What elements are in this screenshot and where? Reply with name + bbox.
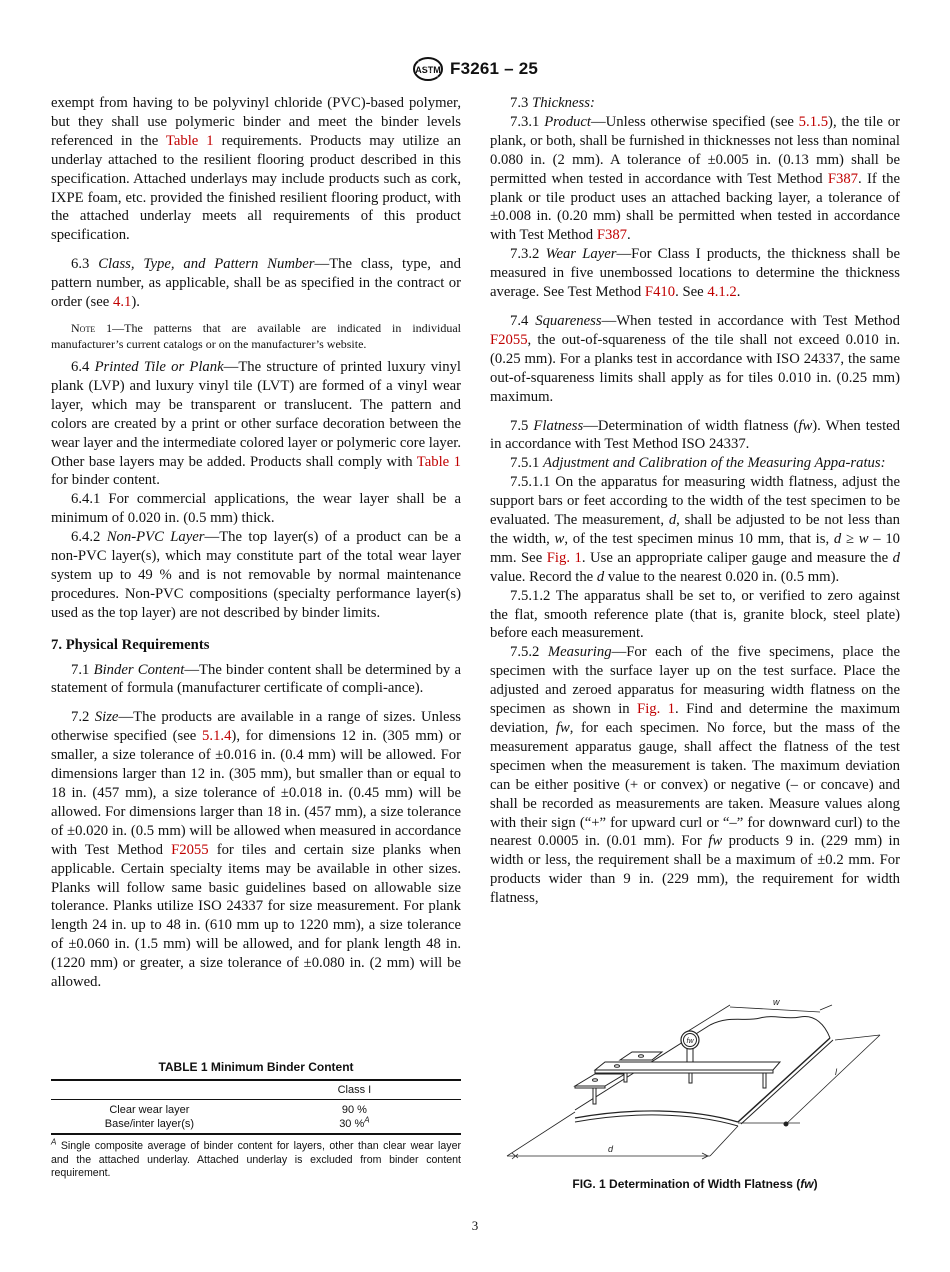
paragraph-7-4: 7.4 Squareness—When tested in accordance with Test Method F2055, the out-of-squareness of the tile shall not exceed 0.010 in. (0.25 mm). For a planks test in accordance with ISO 24337, the same out-of-squareness limits shall apply as for tiles 0.010 in. (0.25 mm) maximum. (490, 312, 900, 405)
paragraph-6-3: 6.3 Class, Type, and Pattern Number—The class, type, and pattern number, as applicable, shall be as specified in the contract or order (see 4.1). (51, 256, 461, 311)
svg-text:l: l (835, 1067, 837, 1077)
table-row (51, 1100, 461, 1118)
link-f2055[interactable]: F2055 (490, 331, 528, 348)
left-column (51, 94, 461, 992)
paragraph-7-3-1: 7.3.1 Product—Unless otherwise specified (see 5.1.5), the tile or plank, or both, shall be furnished in thicknesses not less than nominal 0.080 in. (2 mm). A tolerance of ±0.005 in. (0.13 mm) shall be permitted when tested in accordance with Test Method F387. If the plank or tile product uses an attached backing layer, a tolerance of ±0.008 in. (0.20 mm) shall be permitted when tested in accordance with Test Method F387. (490, 113, 900, 244)
section-heading-7: 7. Physical Requirements (51, 636, 210, 653)
link-fig-1[interactable]: Fig. 1 (546, 549, 582, 566)
table-cell-label: Clear wear layer (109, 1104, 190, 1116)
right-column (490, 94, 900, 908)
document-designation: F3261 – 25 (449, 59, 538, 78)
svg-text:d: d (608, 1144, 614, 1154)
link-f410[interactable]: F410 (644, 284, 676, 301)
paragraph-6-4: 6.4 Printed Tile or Plank—The structure of printed luxury vinyl plank (LVP) and luxury vinyl tile (LVT) are formed of a vinyl wear layer, which may be transparent or translucent. The pattern and colors are created by a print or other surface decoration between the wear layer and the intermediate colored layer or polymeric core layer. Other base layers may be added. Products shall comply with Table 1 for binder content. (51, 358, 461, 489)
link-f387[interactable]: F387 (596, 227, 628, 244)
link-f387[interactable]: F387 (827, 170, 859, 187)
paragraph-7-5-2: 7.5.2 Measuring—For each of the five specimens, place the specimen with the surface layer up on the test surface. Place the adjusted and zeroed apparatus for measuring width flatness on the specimen as shown in Fig. 1. Find and determine the maximum deviation, fw, for each specimen. No force, but the mass of the measurement apparatus gauge, shall affect the flatness of the test specimen when the measurement is taken. The maximum deviation can be either positive (+ or convex) or negative (– or concave) and shall be recorded as measurements are taken. Measure values along with their sign (“+” for upward curl or “–” for downward curl) to the nearest 0.0005 in. (0.01 mm). For fw products 9 in. (229 mm) in width or less, the requirement shall be a maximum of ±0.2 mm. For products wider than 9 in. (229 mm), the requirement for width flatness, (490, 644, 901, 907)
link-table-1[interactable]: Table 1 (165, 132, 214, 149)
paragraph-6-4-1: 6.4.1 For commercial applications, the wear layer shall be a minimum of 0.020 in. (0.5 mm) thick. (51, 491, 461, 527)
page-number: 3 (471, 1218, 479, 1233)
paragraph-6-2-continued: exempt from having to be polyvinyl chloride (PVC)-based polymer, but they shall use polymeric binder and meet the binder levels referenced in the Table 1 requirements. Products may utilize an underlay attached to the resilient flooring product described in this specification. Attached underlays may include products such as cork, IXPE foam, etc. provided the finished resilient flooring product, with the attached underlay meets all requirements of this product specification. (51, 95, 461, 244)
table-title: TABLE 1 Minimum Binder Content (158, 1060, 354, 1074)
paragraph-6-4-2: 6.4.2 Non-PVC Layer—The top layer(s) of a product can be a non-PVC layer(s), which may constitute part of the total wear layer system up to 49 % and is not removable by normal maintenance procedures. Non-PVC compositions (specialty performance layer(s) used as the top layer) are not described by binder limits. (51, 529, 462, 621)
page-header (0, 56, 950, 82)
figure-1-width-flatness-apparatus (480, 990, 920, 1190)
table-header-cell (51, 1080, 248, 1100)
svg-text:ASTM: ASTM (415, 65, 441, 75)
table-cell-value: 90 % (341, 1104, 367, 1116)
paragraph-7-3-2: 7.3.2 Wear Layer—For Class I products, the thickness shall be measured in five unembossed locations to determine the thickness average. See Test Method F410. See 4.1.2. (490, 246, 901, 301)
svg-text:w: w (773, 997, 780, 1007)
astm-logo-icon (412, 56, 444, 82)
link-fig-1[interactable]: Fig. 1 (637, 701, 676, 718)
paragraph-7-1: 7.1 Binder Content—The binder content shall be determined by a statement of formula (manufacturer certificate of compli-ance). (51, 661, 462, 697)
paragraph-7-5: 7.5 Flatness—Determination of width flatness (fw). When tested in accordance with Test Method ISO 24337. (490, 417, 901, 453)
link-section-4-1-2[interactable]: 4.1.2 (707, 284, 737, 301)
paragraph-7-5-1: 7.5.1 Adjustment and Calibration of the Measuring Appa-ratus: (510, 455, 886, 472)
binder-content-table (51, 1079, 461, 1135)
link-section-5-1-4[interactable]: 5.1.4 (202, 728, 232, 745)
svg-text:fw: fw (686, 1038, 694, 1045)
table-header-row (51, 1080, 461, 1100)
table-1 (51, 1060, 461, 1181)
table-cell-value: 30 %$^A$ (339, 1115, 370, 1130)
paragraph-7-2: 7.2 Size—The products are available in a range of sizes. Unless otherwise specified (see 5.1.4), for dimensions 12 in. (305 mm) or smaller, a size tolerance of ±0.016 in. (0.4 mm) will be allowed. For dimensions larger than 12 in. (305 mm), but smaller than or equal to 18 in. (457 mm), a size tolerance of ±0.018 in. (0.45 mm) will be allowed. For dimensions larger than 18 in. (457 mm), a size tolerance of ±0.020 in. (0.5 mm) will be allowed when measured in accordance with Test Method F2055 for tiles and certain size planks when applicable. Certain specialty items may be available in other sizes. Planks will follow same basic guidelines based on allowable size tolerance. Planks utilize ISO 24337 for size measurement. For plank length 24 in. up to 48 in. (610 mm up to 1220 mm), a size tolerance of ±0.060 in. (1.5 mm) will be allowed, and for plank length 48 in. (1220 mm) or greater, a size tolerance of ±0.080 in. (2 mm) will be allowed. (51, 709, 462, 991)
table-header-cell: Class I (337, 1084, 372, 1096)
flatness-apparatus-diagram-icon (480, 990, 920, 1190)
table-cell-label: Base/inter layer(s) (104, 1118, 195, 1130)
paragraph-7-3: 7.3 Thickness: (510, 95, 595, 111)
table-footnote: $^A$ Single composite average of binder content for layers, other than clear wear layer and the attached underlay. Attached underlay is excluded from binder content requirement. (51, 1137, 461, 1179)
table-row (51, 1117, 461, 1134)
figure-1-caption: FIG. 1 Determination of Width Flatness (fw) (572, 1177, 818, 1191)
link-section-4-1[interactable]: 4.1 (112, 294, 132, 311)
footnote-mark: A (364, 1115, 370, 1125)
paragraph-7-5-1-2: 7.5.1.2 The apparatus shall be set to, or verified to zero against the flat, smooth reference plate (that is, granite block, steel plate) before each measurement. (490, 587, 900, 642)
link-table-1[interactable]: Table 1 (416, 453, 461, 470)
paragraph-7-5-1-1: 7.5.1.1 On the apparatus for measuring width flatness, adjust the support bars or feet according to the width of the test specimen to be evaluated. The measurement, d, shall be adjusted to be not less than the width, w, of the test specimen minus 10 mm, that is, d ≥ w – 10 mm. See Fig. 1. Use an appropriate caliper gauge and measure the d value. Record the d value to the nearest 0.020 in. (0.5 mm). (490, 474, 901, 585)
link-section-5-1-5[interactable]: 5.1.5 (798, 113, 829, 130)
note-1: Note 1—The patterns that are available are indicated in individual manufacturer’s current catalogs or on the manufacturer’s website. (51, 320, 461, 351)
link-f2055[interactable]: F2055 (171, 841, 209, 858)
